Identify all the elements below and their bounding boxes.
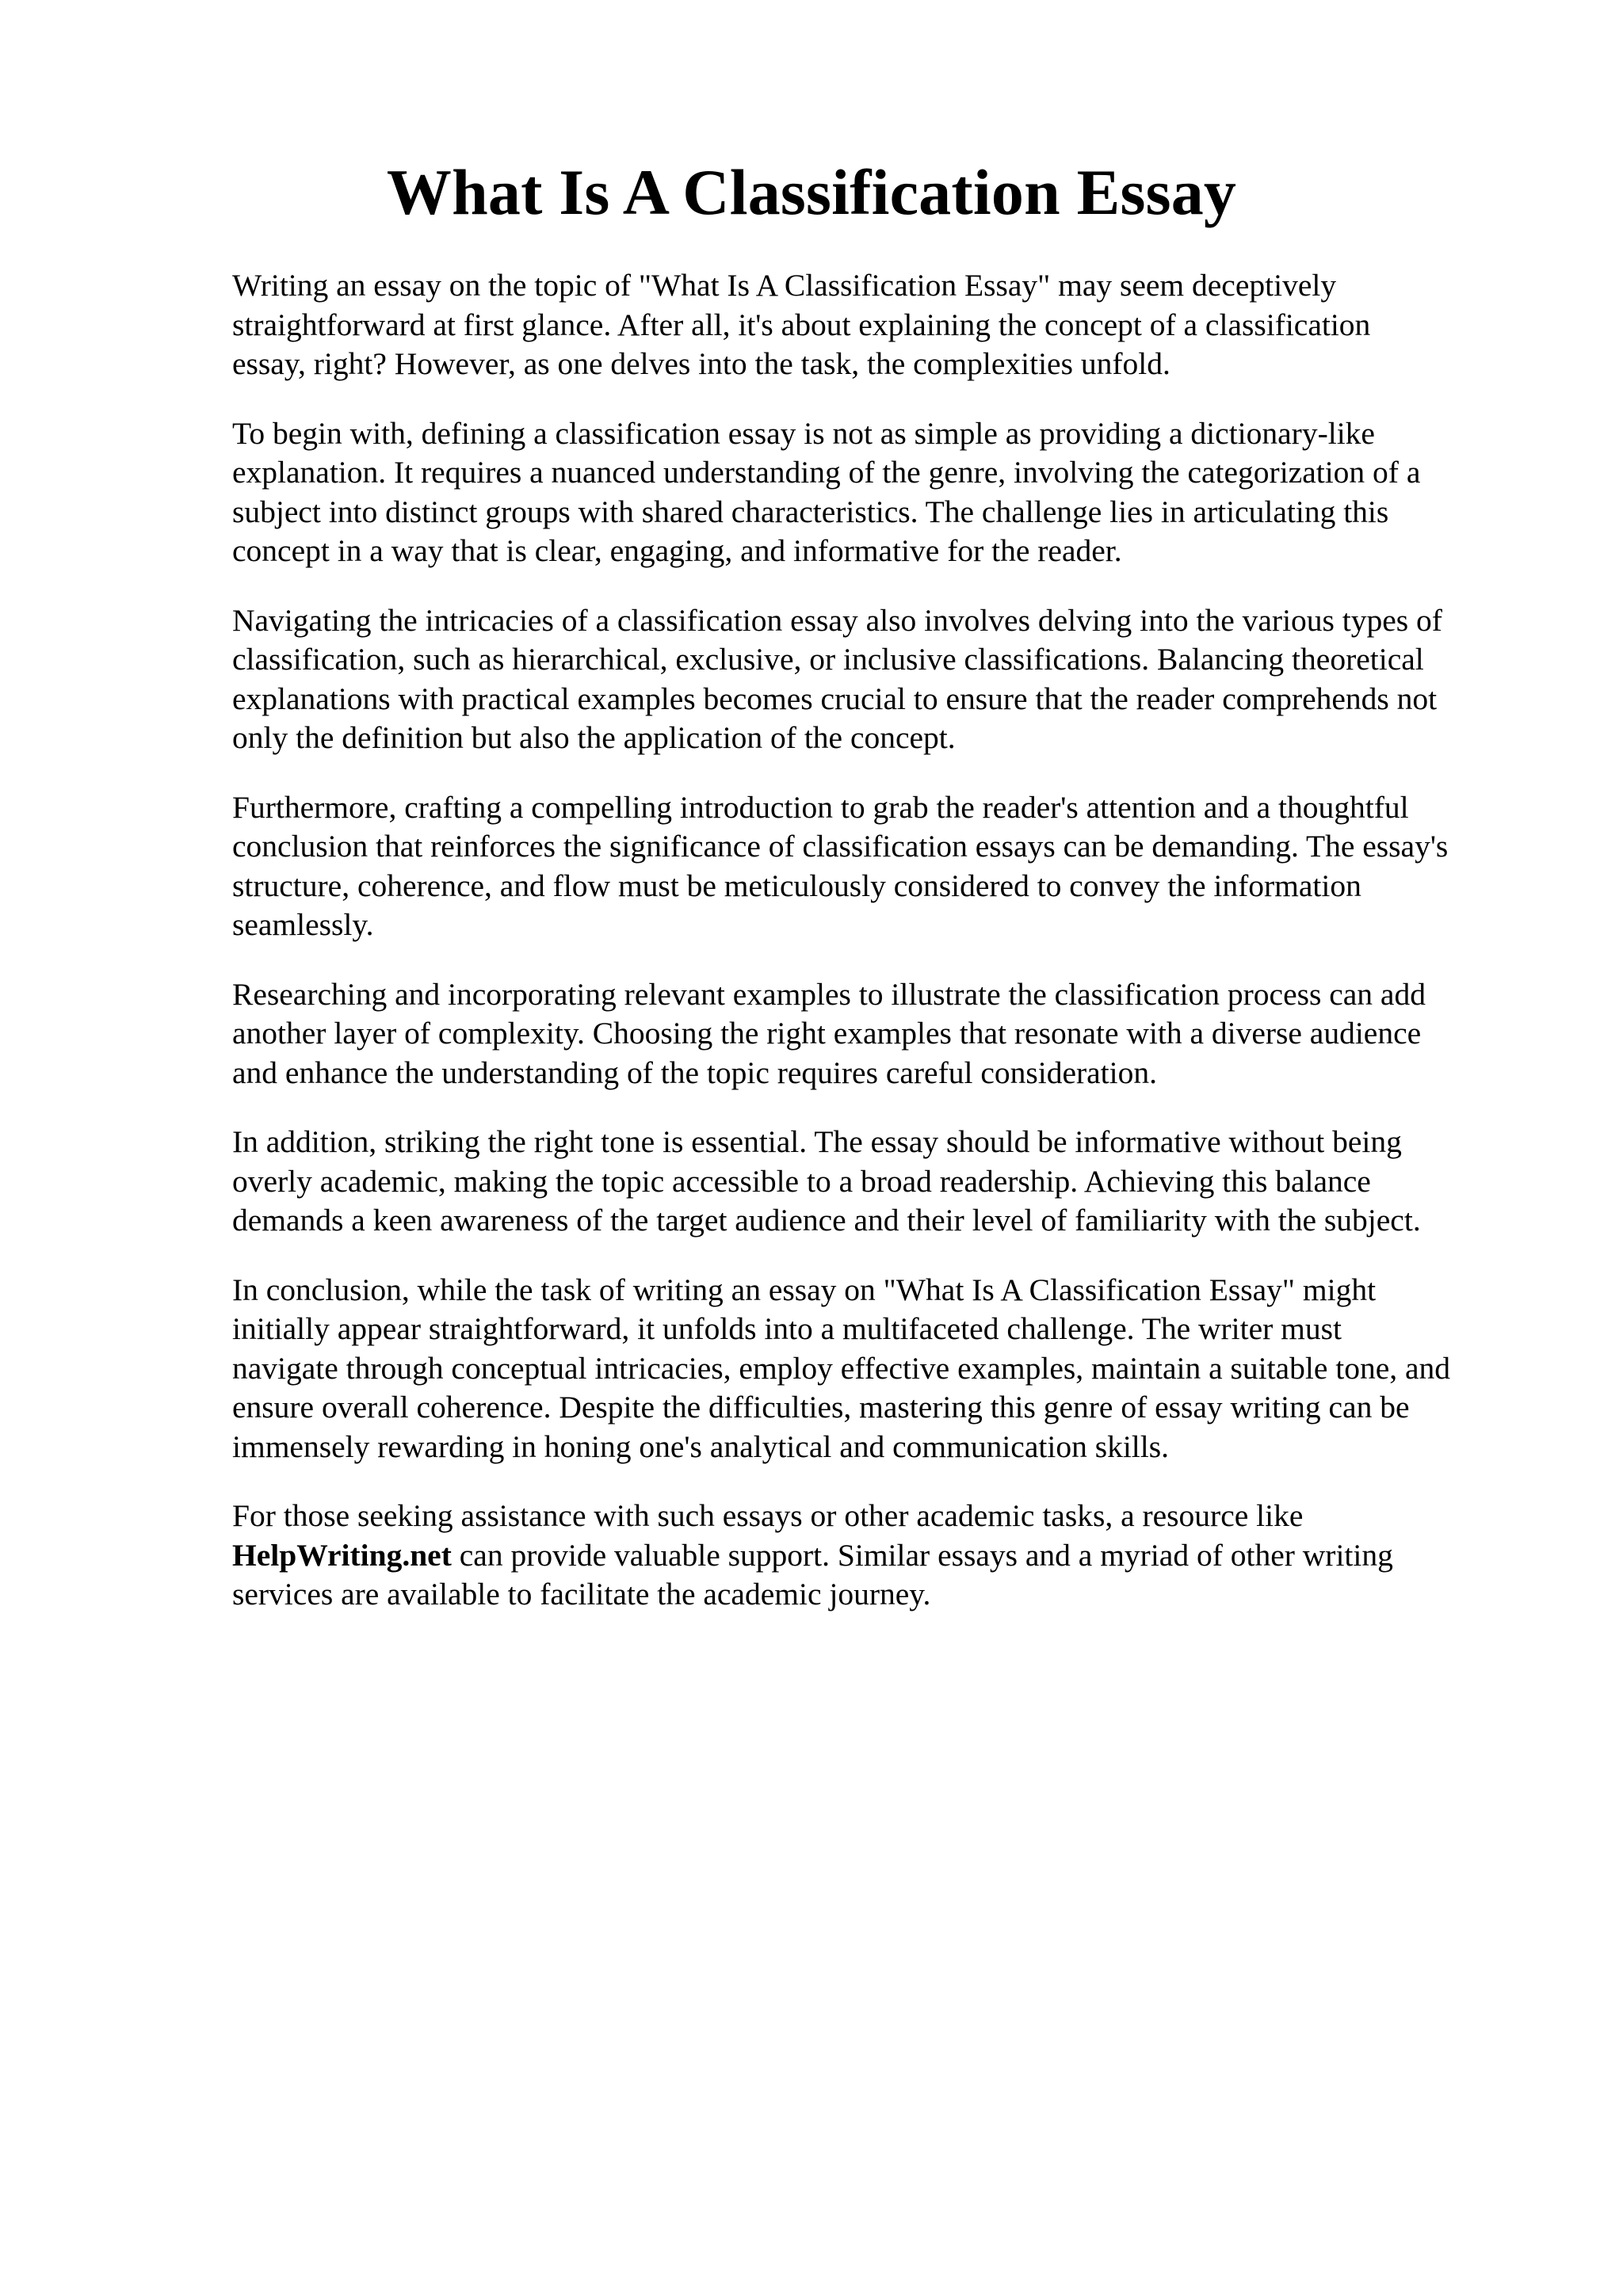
paragraph-line: ensure overall coherence. Despite the difficulties, mastering this genre of essay writing can be [232,1390,1410,1425]
paragraph-line: essay, right? However, as one delves into the task, the complexities unfold. [232,346,1170,381]
paragraph-line: To begin with, defining a classification essay is not as simple as providing a dictionary-like [232,415,1375,451]
paragraph-line: initially appear straightforward, it unfolds into a multifaceted challenge. The writer must [232,1311,1342,1346]
brand-name: HelpWriting.net [232,1537,452,1573]
paragraph-line: concept in a way that is clear, engaging, and informative for the reader. [232,533,1122,568]
paragraph-line: In conclusion, while the task of writing an essay on "What Is A Classification Essay" might [232,1272,1377,1307]
paragraph-line: Writing an essay on the topic of "What Is A Classification Essay" may seem deceptively [232,268,1337,303]
paragraph-line: structure, coherence, and flow must be meticulously considered to convey the information [232,868,1361,903]
document-body [232,266,1532,1645]
paragraph-6 [232,1123,1532,1241]
paragraph-5 [232,975,1532,1093]
paragraph-closing [232,1497,1532,1615]
paragraph-line: In addition, striking the right tone is essential. The essay should be informative without being [232,1124,1402,1159]
paragraph-3 [232,601,1532,758]
paragraph-line: Researching and incorporating relevant examples to illustrate the classification process can add [232,976,1426,1012]
paragraph-line: Furthermore, crafting a compelling introduction to grab the reader's attention and a thoughtful [232,789,1409,825]
paragraph-line: immensely rewarding in honing one's analytical and communication skills. [232,1428,1169,1464]
closing-line-rest: can provide valuable support. Similar essays and a myriad of other writing [451,1537,1393,1573]
paragraph-4 [232,788,1532,945]
paragraph-line: explanations with practical examples becomes crucial to ensure that the reader comprehends not [232,681,1438,716]
paragraph-line [232,1536,1532,1576]
paragraph-1 [232,266,1532,384]
paragraph-line: For those seeking assistance with such essays or other academic tasks, a resource like [232,1498,1304,1533]
paragraph-line: demands a keen awareness of the target audience and their level of familiarity with the subject. [232,1203,1421,1238]
document-title: What Is A Classification Essay [386,156,1237,228]
paragraph-line: seamlessly. [232,907,374,942]
paragraph-2 [232,414,1532,571]
paragraph-line: navigate through conceptual intricacies, employ effective examples, maintain a suitable tone, and [232,1350,1451,1386]
paragraph-line: Navigating the intricacies of a classification essay also involves delving into the various types of [232,602,1442,638]
paragraph-line: only the definition but also the application of the concept. [232,720,956,755]
paragraph-line: classification, such as hierarchical, exclusive, or inclusive classifications. Balancing theoretical [232,642,1424,677]
paragraph-line: another layer of complexity. Choosing the right examples that resonate with a diverse audience [232,1016,1422,1051]
paragraph-line: explanation. It requires a nuanced understanding of the genre, involving the categorization of a [232,455,1421,490]
paragraph-line: straightforward at first glance. After all, it's about explaining the concept of a classification [232,307,1371,342]
paragraph-line: overly academic, making the topic accessible to a broad readership. Achieving this balance [232,1163,1371,1199]
paragraph-line: subject into distinct groups with shared characteristics. The challenge lies in articulating this [232,494,1389,529]
paragraph-7 [232,1271,1532,1467]
paragraph-line: services are available to facilitate the academic journey. [232,1577,931,1611]
paragraph-line: conclusion that reinforces the significance of classification essays can be demanding. The essay's [232,829,1449,864]
paragraph-line: and enhance the understanding of the topic requires careful consideration. [232,1055,1157,1090]
